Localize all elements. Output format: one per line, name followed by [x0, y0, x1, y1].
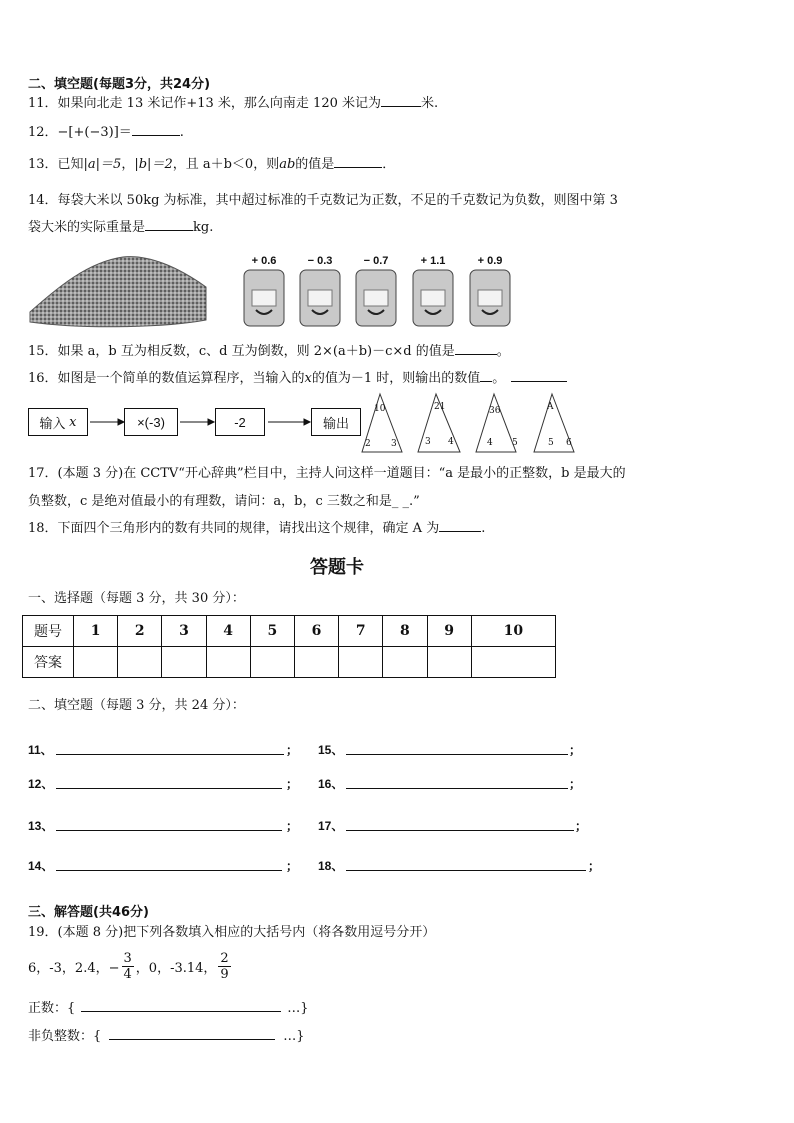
frac2-num: 2 [220, 950, 229, 966]
answer-table-num-10: 10 [471, 616, 555, 647]
triangles-figure [360, 392, 592, 454]
answer-cell-7[interactable] [339, 647, 383, 678]
question-15 [28, 340, 510, 359]
question-18 [28, 517, 485, 536]
bag-icon-2 [300, 270, 340, 326]
question-11 [28, 92, 438, 111]
answer-cell-8[interactable] [383, 647, 427, 678]
fill-line-14[interactable] [56, 870, 282, 871]
bag-icon-3 [356, 270, 396, 326]
fill-end-17: ； [575, 819, 588, 833]
rice-bag-icons [240, 268, 530, 330]
q13-ab: ab [279, 157, 296, 172]
flow-input-label: 输入 [39, 415, 66, 431]
flow-input-box [28, 408, 88, 436]
frac1-den: 4 [123, 966, 132, 982]
tri1-right: 3 [391, 439, 397, 449]
positive-blank[interactable] [81, 999, 281, 1012]
fill-line-12[interactable] [56, 788, 282, 789]
positive-label: 正数：{ [28, 1001, 76, 1016]
q13-blank[interactable] [334, 155, 382, 168]
fill-line-11[interactable] [56, 754, 284, 755]
q11-post: 米. [421, 96, 439, 111]
flow-multiply-box: ×(-3) [124, 408, 178, 436]
fill-end-16: ； [569, 777, 582, 791]
fill-label-18: 18、 [318, 859, 344, 873]
q15-post: 。 [496, 344, 510, 359]
q13-text: 13．已知 [28, 157, 84, 172]
q14-text: 袋大米的实际重量是 [28, 220, 146, 235]
tri2-left: 3 [425, 437, 431, 447]
answer-cell-2[interactable] [118, 647, 162, 678]
answer-table-num-6: 6 [294, 616, 338, 647]
bag-icon-4 [413, 270, 453, 326]
fill-end-12: ； [286, 777, 299, 791]
answer-card-mc-title: 一、选择题（每题 3 分，共 30 分）： [28, 591, 245, 606]
fill-end-18: ； [588, 859, 601, 873]
fill-label-12: 12、 [28, 777, 54, 791]
fill-line-15[interactable] [346, 754, 568, 755]
bag-label-3: − 0.7 [363, 255, 389, 267]
answer-table-num-7: 7 [339, 616, 383, 647]
flow-output-box: 输出 [311, 408, 361, 436]
tri3-right: 5 [512, 438, 518, 448]
question-16 [28, 367, 567, 386]
answer-table-label-answer: 答案 [23, 647, 74, 678]
tri2-right: 4 [448, 437, 454, 447]
q18-blank[interactable] [439, 519, 481, 532]
tri3-top: 36 [489, 406, 501, 416]
q16-text: 16．如图是一个简单的数值运算程序，当输入的 [28, 371, 305, 386]
q16-blank-a[interactable] [480, 369, 492, 382]
fill-end-14: ； [286, 859, 299, 873]
answer-card-fill-title: 二、填空题（每题 3 分，共 24 分）： [28, 698, 245, 713]
positive-numbers-row [28, 997, 309, 1016]
answer-table-num-9: 9 [427, 616, 471, 647]
q11-text: 11．如果向北走 13 米记作+13 米，那么向南走 120 米记为 [28, 96, 381, 111]
tri2-top: 21 [434, 402, 446, 412]
question-13 [28, 153, 395, 172]
fill-end-15: ； [569, 743, 582, 757]
flow-input-x: x [69, 414, 77, 430]
frac1-num: 3 [123, 950, 132, 966]
rice-pile-image [28, 242, 208, 332]
answer-table-num-4: 4 [206, 616, 250, 647]
nonneg-integers-row [28, 1025, 305, 1044]
q13-abs-b: |b|＝2 [134, 157, 173, 172]
bag-icon-1 [244, 270, 284, 326]
answer-cell-9[interactable] [427, 647, 471, 678]
answer-table-num-2: 2 [118, 616, 162, 647]
q18-text: 18．下面四个三角形内的数有共同的规律，请找出这个规律，确定 A 为 [28, 521, 440, 536]
answer-card-title: 答题卡 [310, 557, 364, 578]
flow-subtract-box: -2 [215, 408, 265, 436]
answer-table-num-1: 1 [74, 616, 118, 647]
answer-table-num-3: 3 [162, 616, 206, 647]
section-title: 二、填空题(每题3分，共24分) [28, 77, 211, 92]
question-17-line1: 17．(本题 3 分)在 CCTV“开心辞典”栏目中，主持人问这样一道题目：“a 是最小的正整数，b 是最大的 [28, 466, 626, 481]
q14-post: kg. [193, 220, 214, 235]
q16-blank[interactable] [511, 369, 567, 382]
fill-label-17: 17、 [318, 819, 344, 833]
question-14-line2 [28, 216, 213, 235]
q11-blank[interactable] [381, 94, 421, 107]
question-12 [28, 121, 184, 140]
flow-arrows [88, 412, 318, 432]
bag-label-4: + 1.1 [420, 255, 446, 267]
q13-post: 的值是 [295, 157, 335, 172]
answer-table-num-8: 8 [383, 616, 427, 647]
bag-label-1: + 0.6 [251, 255, 277, 267]
q19-numbers-mid: ，0，-3.14， [135, 960, 217, 976]
tri3-left: 4 [487, 438, 493, 448]
section-3-title: 三、解答题(共46分) [28, 905, 149, 920]
fill-label-13: 13、 [28, 819, 54, 833]
fill-line-17[interactable] [346, 830, 574, 831]
q15-blank[interactable] [455, 342, 497, 355]
answer-table-answer-row [23, 647, 556, 678]
tri4-left: 5 [548, 438, 554, 448]
fill-label-14: 14、 [28, 859, 54, 873]
answer-cell-3[interactable] [162, 647, 206, 678]
tri4-right: 6 [566, 438, 572, 448]
bag-label-5: + 0.9 [477, 255, 503, 267]
nonneg-close: …} [283, 1029, 305, 1044]
q12-text: 12．−[+(−3)]＝ [28, 125, 132, 140]
nonneg-label: 非负整数：{ [28, 1029, 102, 1044]
q19-fraction-2-9 [218, 951, 230, 982]
q13-abs-a: |a|＝5 [83, 157, 122, 172]
bag-icon-5 [470, 270, 510, 326]
question-14-line1: 14．每袋大米以 50kg 为标准，其中超过标准的千克数记为正数，不足的千克数记为负数，则图中第 3 [28, 193, 618, 208]
answer-cell-5[interactable] [250, 647, 294, 678]
question-19: 19．(本题 8 分)把下列各数填入相应的大括号内（将各数用逗号分开） [28, 925, 436, 940]
question-17-line2: 负整数，c 是绝对值最小的有理数，请问：a，b，c 三数之和是_ _.” [28, 494, 420, 509]
answer-cell-6[interactable] [294, 647, 338, 678]
tri4-top: A [547, 402, 554, 412]
answer-cell-10[interactable] [471, 647, 555, 678]
fill-end-13: ； [286, 819, 299, 833]
tri1-left: 2 [365, 439, 371, 449]
frac2-den: 9 [220, 966, 229, 982]
fill-label-15: 15、 [318, 743, 344, 757]
q15-text: 15．如果 a，b 互为相反数，c、d 互为倒数，则 2×(a＋b)－c×d 的值是 [28, 344, 455, 359]
answer-cell-1[interactable] [74, 647, 118, 678]
q13-sep: ， [121, 157, 135, 172]
answer-table [22, 615, 556, 678]
answer-table-label-number: 题号 [23, 616, 74, 647]
q14-blank[interactable] [145, 218, 193, 231]
nonneg-blank[interactable] [109, 1027, 275, 1040]
answer-cell-4[interactable] [206, 647, 250, 678]
q13-end: ． [382, 157, 396, 172]
fill-line-13[interactable] [56, 830, 282, 831]
q16-mid: 的值为－1 时，则输出的数值 [311, 371, 481, 386]
q19-numbers-pre: 6，-3，2.4，− [28, 960, 120, 976]
fill-label-11: 11、 [28, 743, 53, 757]
q16-x: x [304, 371, 312, 386]
answer-table-header-row [23, 616, 556, 647]
q19-number-list [28, 946, 233, 986]
q16-post: 。 [492, 371, 506, 386]
q12-post: . [179, 125, 184, 140]
q18-post: . [481, 521, 486, 536]
fill-line-16[interactable] [346, 788, 568, 789]
fill-label-16: 16、 [318, 777, 344, 791]
fill-line-18[interactable] [346, 870, 586, 871]
positive-close: …} [287, 1001, 309, 1016]
q19-fraction-3-4 [122, 951, 134, 982]
q12-blank[interactable] [132, 123, 180, 136]
fill-end-11: ； [286, 743, 299, 757]
bag-label-2: − 0.3 [307, 255, 333, 267]
answer-table-num-5: 5 [250, 616, 294, 647]
tri1-top: 10 [374, 404, 386, 414]
q13-cond: ，且 a＋b＜0，则 [172, 157, 280, 172]
